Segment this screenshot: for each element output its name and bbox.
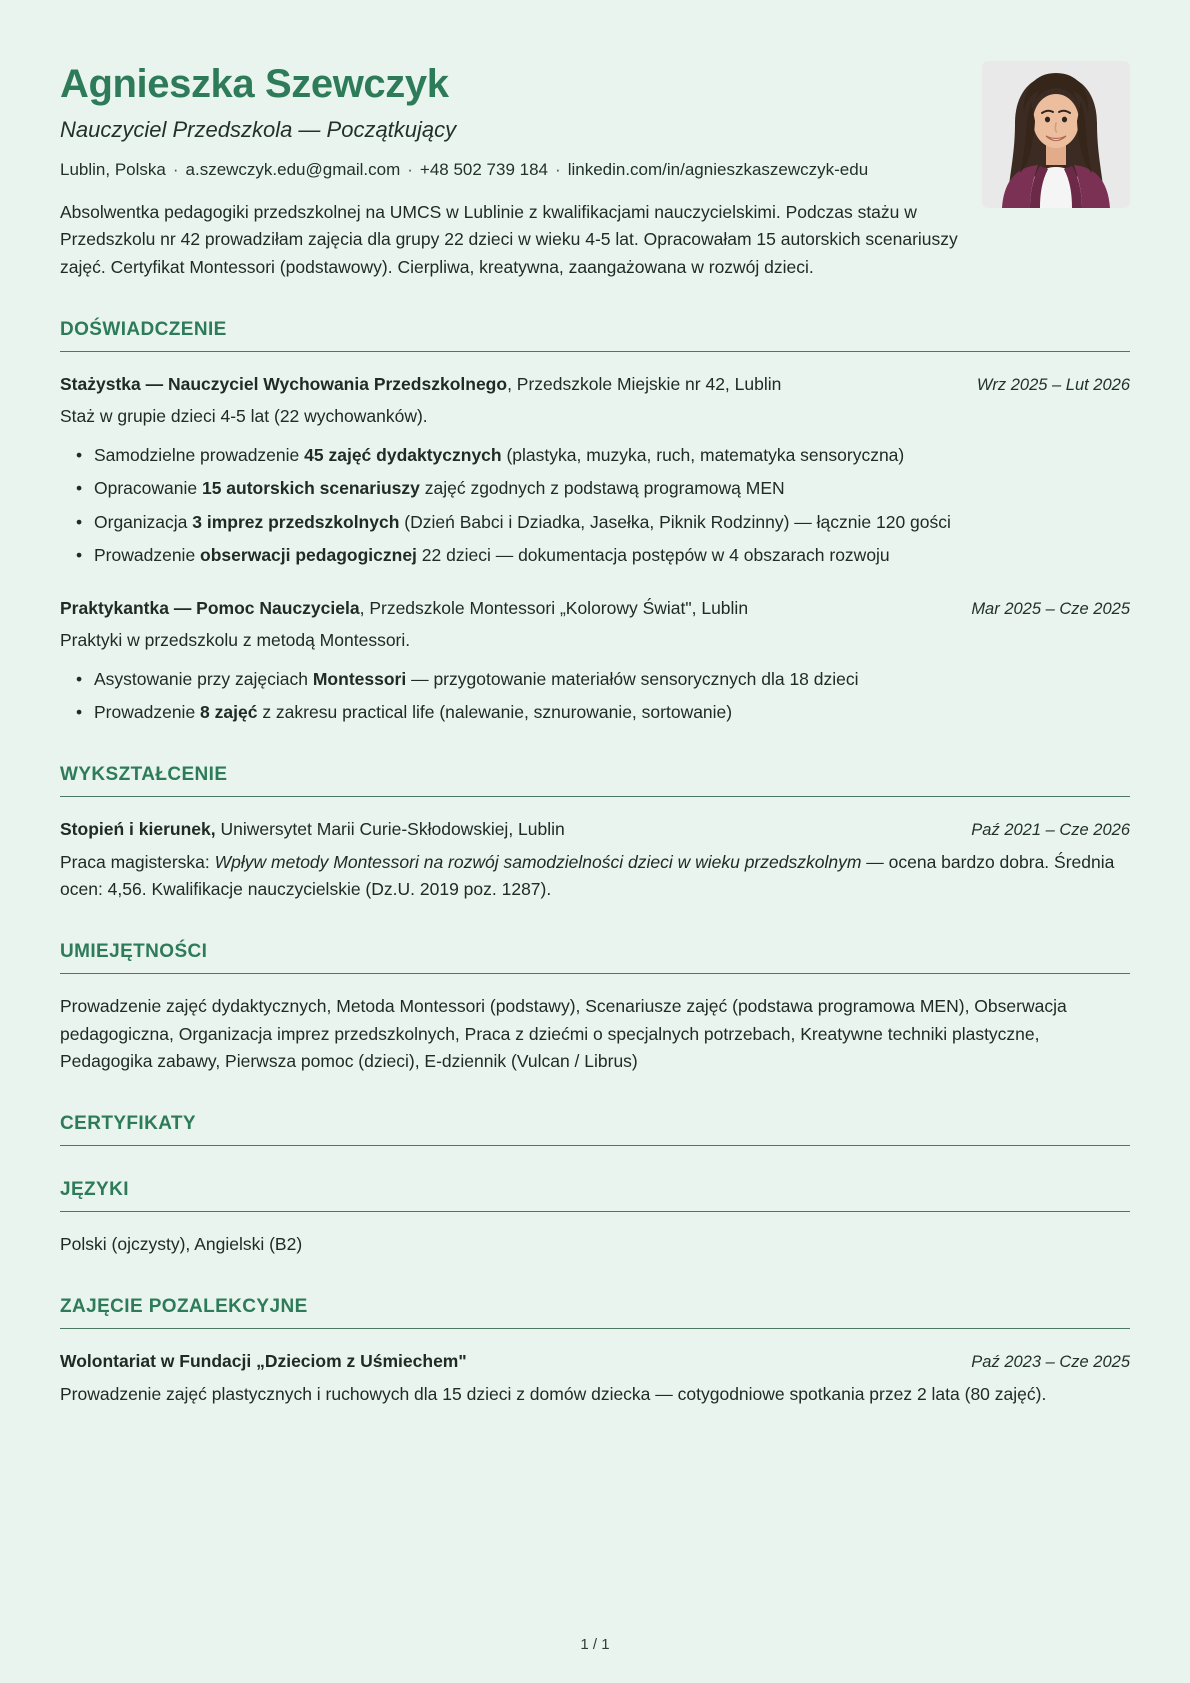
job-title-company: , Przedszkole Montessori „Kolorowy Świat", Lublin [359,597,749,618]
extracurricular-dates: Paź 2023 – Cze 2025 [971,1353,1130,1372]
experience-entry [60,595,1130,727]
education-degree: Stopień i kierunek, [60,819,216,840]
skills-list: Prowadzenie zajęć dydaktycznych, Metoda Montessori (podstawy), Scenariusze zajęć (podstawa programowa MEN), Obserwacja pedagogiczna, Organizacja imprez przedszkolnych, Praca z dziećmi o specjalnych potrzebach, Kreatywne techniki plastyczne, Pedagogika zabawy, Pierwsza pomoc (dzieci), E-dziennik (Vulcan / Librus) [60,996,1067,1071]
contact-phone: +48 502 739 184 [419,160,549,179]
languages-body [60,1212,1130,1258]
job-bullet: • Opracowanie 15 autorskich scenariuszy zajęć zgodnych z podstawą programową MEN [94,475,1130,502]
section-skills [60,941,1130,1075]
job-bullet-list [60,442,1130,569]
education-school: Uniwersytet Marii Curie-Skłodowskiej, Lublin [215,819,565,840]
job-description: Praktyki w przedszkolu z metodą Montessori. [60,629,411,650]
contact-location: Lublin, Polska [60,160,166,179]
job-title-role: Praktykantka — Pomoc Nauczyciela [60,597,360,618]
entry-head [60,1348,1130,1375]
section-heading-certificates: CERTYFIKATY [60,1113,1130,1146]
section-heading-education: WYKSZTAŁCENIE [60,764,1130,797]
job-bullet-list [60,666,1130,726]
job-title [60,371,781,398]
header-text-block [60,56,968,281]
contact-line [60,160,968,180]
contact-separator: · [407,160,413,179]
job-title [60,595,748,622]
job-title-company: , Przedszkole Miejskie nr 42, Lublin [507,373,782,394]
person-name: Agnieszka Szewczyk [60,62,449,106]
job-bullet: • Prowadzenie 8 zajęć z zakresu practical life (nalewanie, sznurowanie, sortowanie) [94,699,1130,726]
job-bullet: • Samodzielne prowadzenie 45 zajęć dydaktycznych (plastyka, muzyka, ruch, matematyka sensoryczna) [94,442,1130,469]
section-heading-extracurricular: ZAJĘCIE POZALEKCYJNE [60,1296,1130,1329]
header [60,56,1130,281]
contact-linkedin: linkedin.com/in/agnieszkaszewczyk-edu [567,160,869,179]
extracurricular-title: Wolontariat w Fundacji „Dzieciom z Uśmiechem" [60,1351,467,1372]
section-certificates [60,1113,1130,1165]
job-bullet: • Organizacja 3 imprez przedszkolnych (Dzień Babci i Dziadka, Jasełka, Piknik Rodzinny) — łącznie 120 gości [94,509,1130,536]
section-heading-experience: DOŚWIADCZENIE [60,319,1130,352]
profile-summary: Absolwentka pedagogiki przedszkolnej na UMCS w Lublinie z kwalifikacjami nauczycielskimi. Podczas stażu w Przedszkolu nr 42 prowadziłam zajęcia dla grupy 22 dzieci w wieku 4-5 lat. Opracowałam 15 autorskich scenariuszy zajęć. Certyfikat Montessori (podstawowy). Cierpliwa, kreatywna, zaangażowana w rozwój dzieci. [60,202,958,277]
extracurricular-body [60,1329,1130,1407]
entry-head [60,371,1130,398]
job-dates: Wrz 2025 – Lut 2026 [976,375,1130,394]
experience-body [60,352,1130,727]
experience-entry [60,371,1130,569]
job-bullet: • Asystowanie przy zajęciach Montessori — przygotowanie materiałów sensorycznych dla 18 dzieci [94,666,1130,693]
education-title [60,816,565,843]
section-education [60,764,1130,903]
section-extracurricular [60,1296,1130,1407]
extracurricular-entry [60,1348,1130,1407]
section-heading-languages: JĘZYKI [60,1179,1130,1212]
job-bullet: • Prowadzenie obserwacji pedagogicznej 22 dzieci — dokumentacja postępów w 4 obszarach rozwoju [94,542,1130,569]
contact-email: a.szewczyk.edu@gmail.com [185,160,401,179]
section-experience [60,319,1130,727]
extracurricular-description: Prowadzenie zajęć plastycznych i ruchowych dla 15 dzieci z domów dziecka — cotygodniowe spotkania przez 2 lata (80 zajęć). [60,1383,1047,1404]
contact-separator: · [172,160,179,179]
education-body [60,797,1130,903]
person-title: Nauczyciel Przedszkola — Początkujący [60,117,457,142]
portrait-illustration [982,61,1130,208]
certificates-body [60,1146,1130,1165]
section-languages [60,1179,1130,1258]
page-number: 1 / 1 [580,1636,610,1653]
contact-separator: · [555,160,561,179]
thesis-title: Wpływ metody Montessori na rozwój samodzielności dzieci w wieku przedszkolnym [214,851,862,872]
education-description: Praca magisterska: Wpływ metody Montessori na rozwój samodzielności dzieci w wieku przedszkolnym — ocena bardzo dobra. Średnia ocen: 4,56. Kwalifikacje nauczycielskie (Dz.U. 2019 poz. 1287). [60,851,1115,899]
job-description: Staż w grupie dzieci 4-5 lat (22 wychowanków). [60,406,428,427]
profile-photo [982,61,1130,208]
entry-head [60,816,1130,843]
languages-list: Polski (ojczysty), Angielski (B2) [60,1234,303,1255]
job-dates: Mar 2025 – Cze 2025 [971,599,1130,618]
education-dates: Paź 2021 – Cze 2026 [971,821,1130,840]
entry-head [60,595,1130,622]
section-heading-skills: UMIEJĘTNOŚCI [60,941,1130,974]
education-entry [60,816,1130,903]
skills-body [60,974,1130,1075]
job-title-role: Stażystka — Nauczyciel Wychowania Przedszkolnego [60,373,508,394]
